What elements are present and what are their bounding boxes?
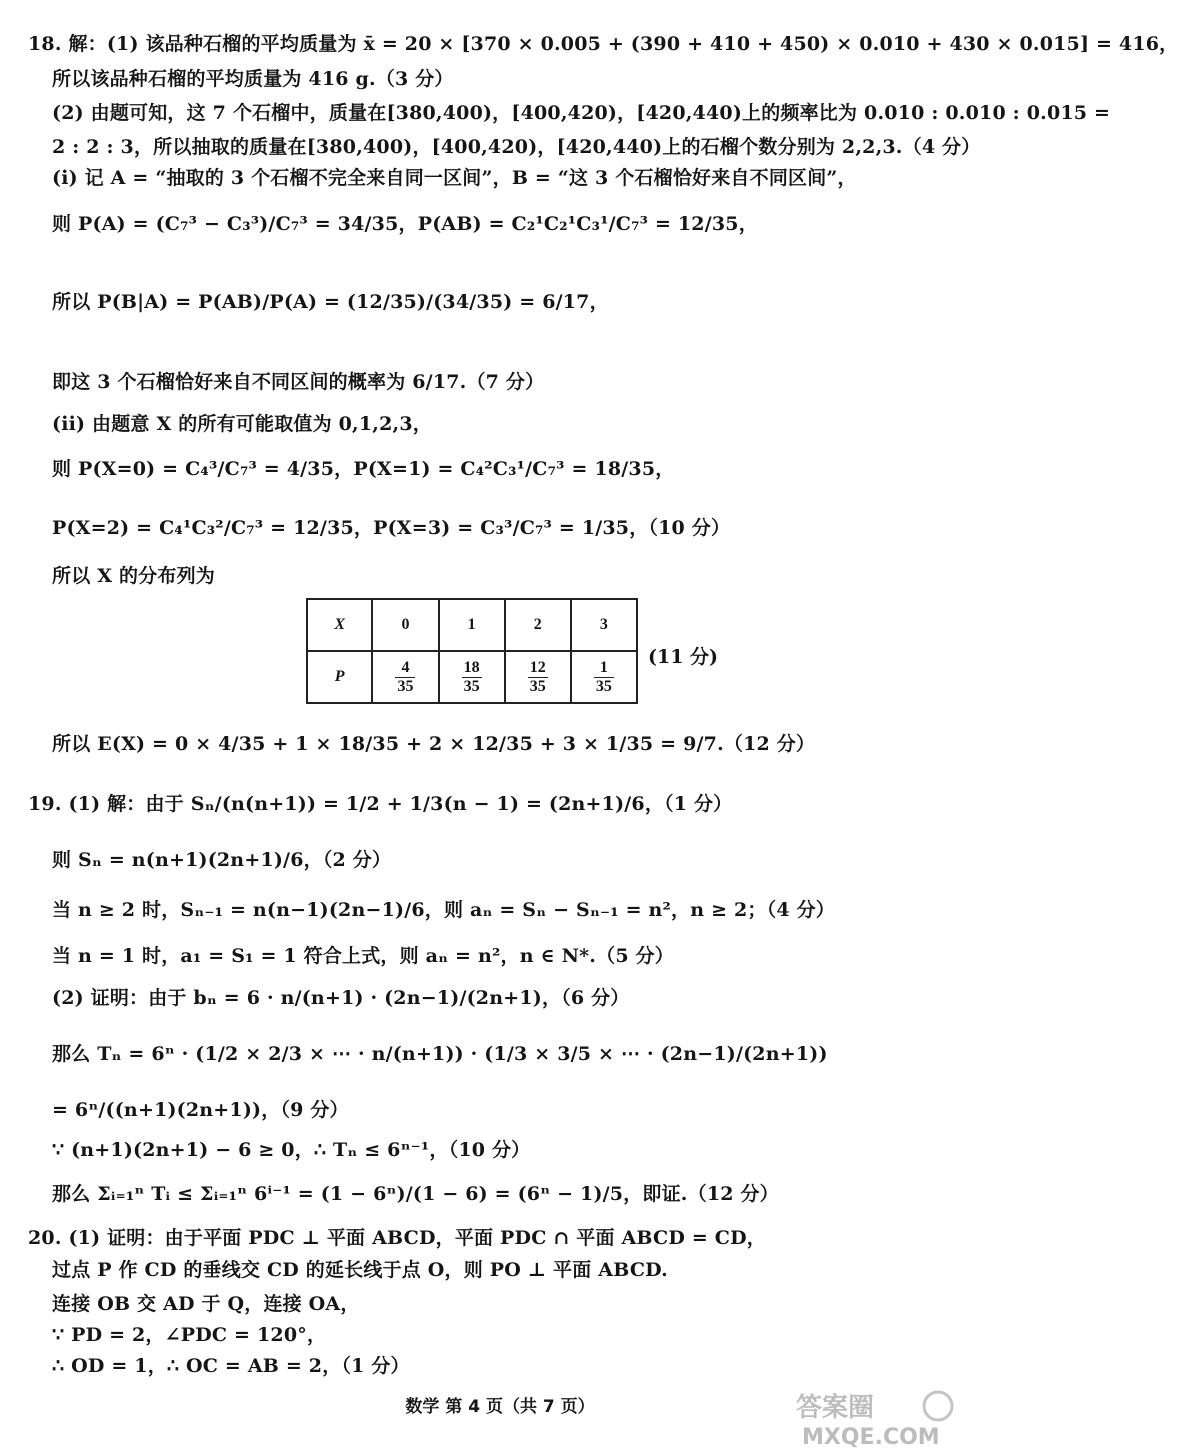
frac-denominator: 35 (397, 677, 414, 695)
q19-sum-proof: 那么 Σᵢ₌₁ⁿ Tᵢ ≤ Σᵢ₌₁ⁿ 6ⁱ⁻¹ = (1 − 6ⁿ)/(1 − 6) = (6ⁿ − 1)/5，即证.（12 分） (52, 1183, 779, 1205)
watermark-cn: 答案圈 (796, 1393, 875, 1423)
q18-distribution-intro: 所以 X 的分布列为 (52, 565, 215, 587)
q19-part1-start: 19. (1) 解：由于 Sₙ/(n(n+1)) = 1/2 + 1/3(n − 1) = (2n+1)/6，（1 分） (28, 793, 733, 815)
table-header-x: X (307, 599, 372, 651)
q18-part2-ratio: (2) 由题可知，这 7 个石榴中，质量在[380,400)，[400,420)，[420,440)上的频率比为 0.010 : 0.010 : 0.015 = (52, 102, 1111, 124)
q20-given: ∵ PD = 2，∠PDC = 120°， (52, 1324, 327, 1346)
q19-an-n1: 当 n = 1 时，a₁ = S₁ = 1 符合上式，则 aₙ = n²，n ∈ N*.（5 分） (52, 945, 674, 967)
table-cell (505, 651, 571, 703)
table-cell: 1 (439, 599, 505, 651)
q20-connect: 连接 OB 交 AD 于 Q，连接 OA， (52, 1293, 360, 1315)
table-row (307, 651, 637, 703)
table-row (307, 599, 637, 651)
q18-pa-pab: 则 P(A) = (C₇³ − C₃³)/C₇³ = 34/35，P(AB) = C₂¹C₂¹C₃¹/C₇³ = 12/35， (52, 213, 758, 235)
frac-denominator: 35 (463, 677, 480, 695)
table-cell: 3 (571, 599, 637, 651)
distribution-table (306, 598, 638, 704)
frac-denominator: 35 (595, 677, 612, 695)
frac-denominator: 35 (529, 677, 546, 695)
q19-sn: 则 Sₙ = n(n+1)(2n+1)/6，（2 分） (52, 849, 392, 871)
table-header-p: P (307, 651, 372, 703)
q18-expectation: 所以 E(X) = 0 × 4/35 + 1 × 18/35 + 2 × 12/35 + 3 × 1/35 = 9/7.（12 分） (52, 733, 816, 755)
table-cell: 0 (372, 599, 438, 651)
q18-conditional-prob: 所以 P(B|A) = P(AB)/P(A) = (12/35)/(34/35) = 6/17， (52, 291, 609, 313)
q18-x-values: (ii) 由题意 X 的所有可能取值为 0,1,2,3， (52, 413, 432, 435)
q20-part1-start: 20. (1) 证明：由于平面 PDC ⊥ 平面 ABCD，平面 PDC ∩ 平面 ABCD = CD， (28, 1227, 766, 1249)
q19-part2-bn: (2) 证明：由于 bₙ = 6 · n/(n+1) · (2n−1)/(2n+1)，（6 分） (52, 987, 630, 1009)
q18-part2-counts: 2 : 2 : 3，所以抽取的质量在[380,400)，[400,420)，[420,440)上的石榴个数分别为 2,2,3.（4 分） (52, 136, 981, 158)
table-cell: 2 (505, 599, 571, 651)
q18-px2-px3: P(X=2) = C₄¹C₃²/C₇³ = 12/35，P(X=3) = C₃³/C₇³ = 1/35，（10 分） (52, 517, 731, 539)
q20-perpendicular: 过点 P 作 CD 的垂线交 CD 的延长线于点 O，则 PO ⊥ 平面 ABCD. (52, 1259, 668, 1281)
frac-numerator: 4 (395, 659, 415, 678)
q20-od-oc: ∴ OD = 1，∴ OC = AB = 2，（1 分） (52, 1355, 410, 1377)
page-footer: 数学 第 4 页（共 7 页） (405, 1397, 595, 1417)
q19-an-general: 当 n ≥ 2 时，Sₙ₋₁ = n(n−1)(2n−1)/6，则 aₙ = Sₙ − Sₙ₋₁ = n²，n ≥ 2；（4 分） (52, 899, 835, 921)
q18-part1-mean: 18. 解：(1) 该品种石榴的平均质量为 x̄ = 20 × [370 × 0.005 + (390 + 410 + 450) × 0.010 + 430 × 0.015] = 416， (28, 33, 1178, 55)
q18-events-definition: (i) 记 A = “抽取的 3 个石榴不完全来自同一区间”，B = “这 3 个石榴恰好来自不同区间”， (52, 167, 857, 189)
frac-numerator: 12 (529, 658, 546, 676)
q18-prob-conclusion: 即这 3 个石榴恰好来自不同区间的概率为 6/17.（7 分） (52, 371, 545, 393)
q18-part1-conclusion: 所以该品种石榴的平均质量为 416 g.（3 分） (52, 68, 454, 90)
q19-tn-product: 那么 Tₙ = 6ⁿ · (1/2 × 2/3 × ⋯ · n/(n+1)) · (1/3 × 3/5 × ⋯ · (2n−1)/(2n+1)) (52, 1043, 828, 1065)
table-cell (372, 651, 438, 703)
watermark-en: MXQE.COM (802, 1425, 940, 1450)
table-cell (571, 651, 637, 703)
q18-px0-px1: 则 P(X=0) = C₄³/C₇³ = 4/35，P(X=1) = C₄²C₃¹/C₇³ = 18/35， (52, 458, 675, 480)
frac-numerator: 18 (463, 658, 480, 676)
q19-tn-simplified: = 6ⁿ/((n+1)(2n+1))，（9 分） (52, 1099, 349, 1121)
frac-numerator: 1 (594, 659, 614, 678)
table-score: (11 分) (648, 646, 719, 668)
q19-inequality: ∵ (n+1)(2n+1) − 6 ≥ 0，∴ Tₙ ≤ 6ⁿ⁻¹，（10 分） (52, 1139, 531, 1161)
watermark-logo (788, 1388, 988, 1448)
table-cell (439, 651, 505, 703)
